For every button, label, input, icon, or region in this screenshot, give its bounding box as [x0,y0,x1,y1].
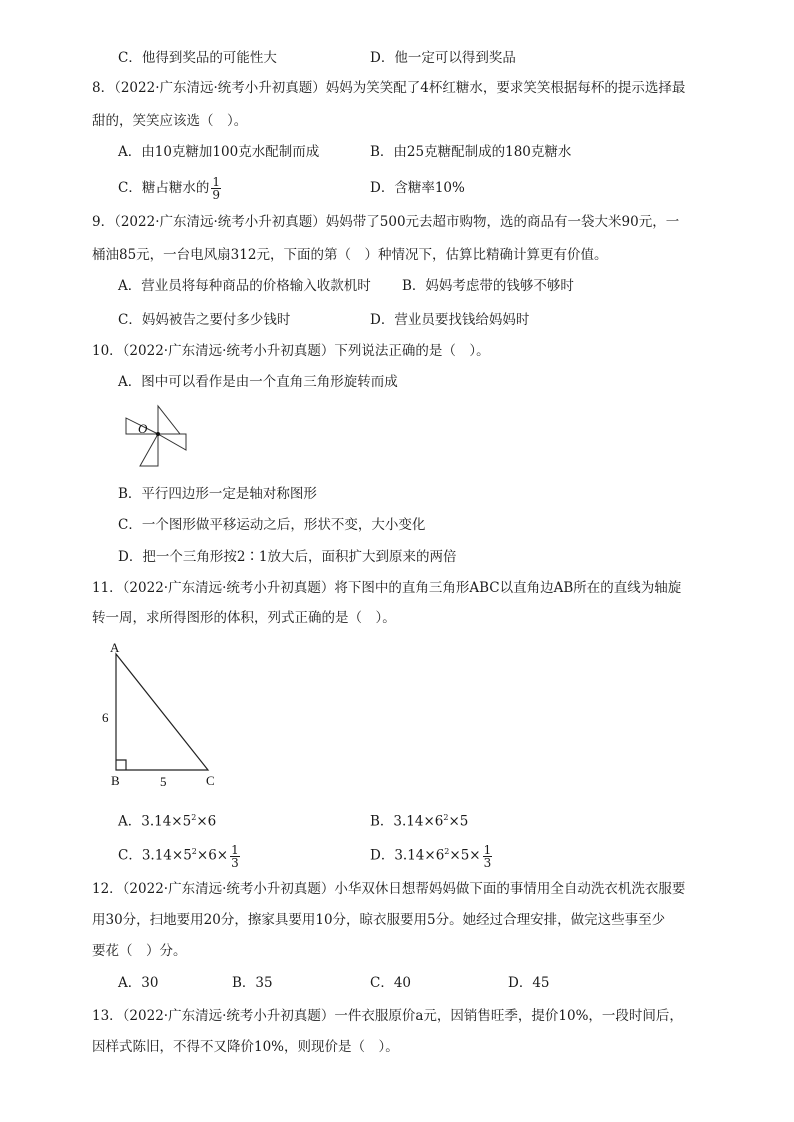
triangle-top [158,406,180,434]
question-11-stem-cont: 转一周，求所得图形的体积，列式正确的是（ ）。 [92,610,396,626]
question-11-stem: 11．（2022·广东清远·统考小升初真题）将下图中的直角三角形ABC以直角边AB所在的直线为轴旋 [92,580,682,596]
right-angle-mark [116,760,126,770]
option-c [118,176,221,201]
option-c: C．一个图形做平移运动之后，形状不变，大小变化 [118,517,426,533]
right-triangle-figure [100,640,225,790]
option-c: C．40 [370,975,412,991]
question-12-stem-end: 要花（ ）分。 [92,943,187,959]
option-d: D．他一定可以得到奖品 [370,50,516,66]
fraction: $\frac{1}{9}$ [212,175,220,202]
question-13-stem-cont: 因样式陈旧，不得不又降价10%，则现价是（ ）。 [92,1039,399,1055]
pinwheel-figure [120,404,190,470]
question-10-stem: 10．（2022·广东清远·统考小升初真题）下列说法正确的是（ ）。 [92,343,490,359]
option-d: D．把一个三角形按2∶1放大后，面积扩大到原来的两倍 [118,549,457,565]
point-o-label: O [138,421,148,436]
question-9-stem: 9．（2022·广东清远·统考小升初真题）妈妈带了500元去超市购物，选的商品有一袋大米90元，一 [92,214,680,230]
triangle-bottom [140,434,158,466]
option-d: D．含糖率10% [370,180,465,196]
question-8-stem-cont: 甜的，笑笑应该选（ ）。 [92,113,248,129]
option-b: B．35 [232,975,273,991]
question-12-stem: 12．（2022·广东清远·统考小升初真题）小华双休日想帮妈妈做下面的事情用全自动洗衣机洗衣服要 [92,881,686,897]
option-d: D．营业员要找钱给妈妈时 [370,312,530,328]
vertex-a-label: A [110,640,120,655]
vertex-c-label: C [206,773,215,788]
question-12-stem-cont: 用30分，扫地要用20分，擦家具要用10分，晾衣服要用5分。她经过合理安排，做完这些事至少 [92,912,666,928]
option-c: C．$3.14\times 5^2\times 6\times$ $\frac{1}{3}$ [118,842,239,870]
option-a: A．图中可以看作是由一个直角三角形旋转而成 [118,374,398,390]
option-c: C．他得到奖品的可能性大 [118,50,277,66]
side-ab-label: 6 [102,710,109,725]
option-b: B．平行四边形一定是轴对称图形 [118,486,317,502]
option-d: D．$3.14\times 6^2\times 5\times$ $\frac{1}{3}$ [370,842,492,870]
question-8-stem: 8．（2022·广东清远·统考小升初真题）妈妈为笑笑配了4杯红糖水，要求笑笑根据每杯的提示选择最 [92,80,686,96]
fraction: $\frac{1}{3}$ [483,842,492,870]
option-a: A．由10克糖加100克水配制而成 [118,144,320,160]
side-bc-label: 5 [160,774,167,789]
center-point [156,432,160,436]
question-9-stem-cont: 桶油85元，一台电风扇312元，下面的第（ ）种情况下，估算比精确计算更有价值。 [92,247,608,263]
triangle-right [158,434,186,450]
option-a: A．营业员将每种商品的价格输入收款机时 [118,278,371,294]
fraction: $\frac{1}{3}$ [231,842,239,870]
option-c: C．妈妈被告之要付多少钱时 [118,312,291,328]
option-b: B．妈妈考虑带的钱够不够时 [402,278,574,294]
option-a: A．$3.14\times 5^2\times 6$ [118,813,217,830]
option-a: A．30 [118,975,159,991]
option-b: B．$3.14\times 6^2\times 5$ [370,813,469,830]
question-13-stem: 13．（2022·广东清远·统考小升初真题）一件衣服原价a元，因销售旺季，提价10%，一段时间后， [92,1008,683,1024]
option-c-text: C．糖占糖水的 [118,180,210,196]
triangle-abc [116,654,208,770]
option-b: B．由25克糖配制成的180克糖水 [370,144,572,160]
option-d: D．45 [508,975,550,991]
vertex-b-label: B [111,773,120,788]
